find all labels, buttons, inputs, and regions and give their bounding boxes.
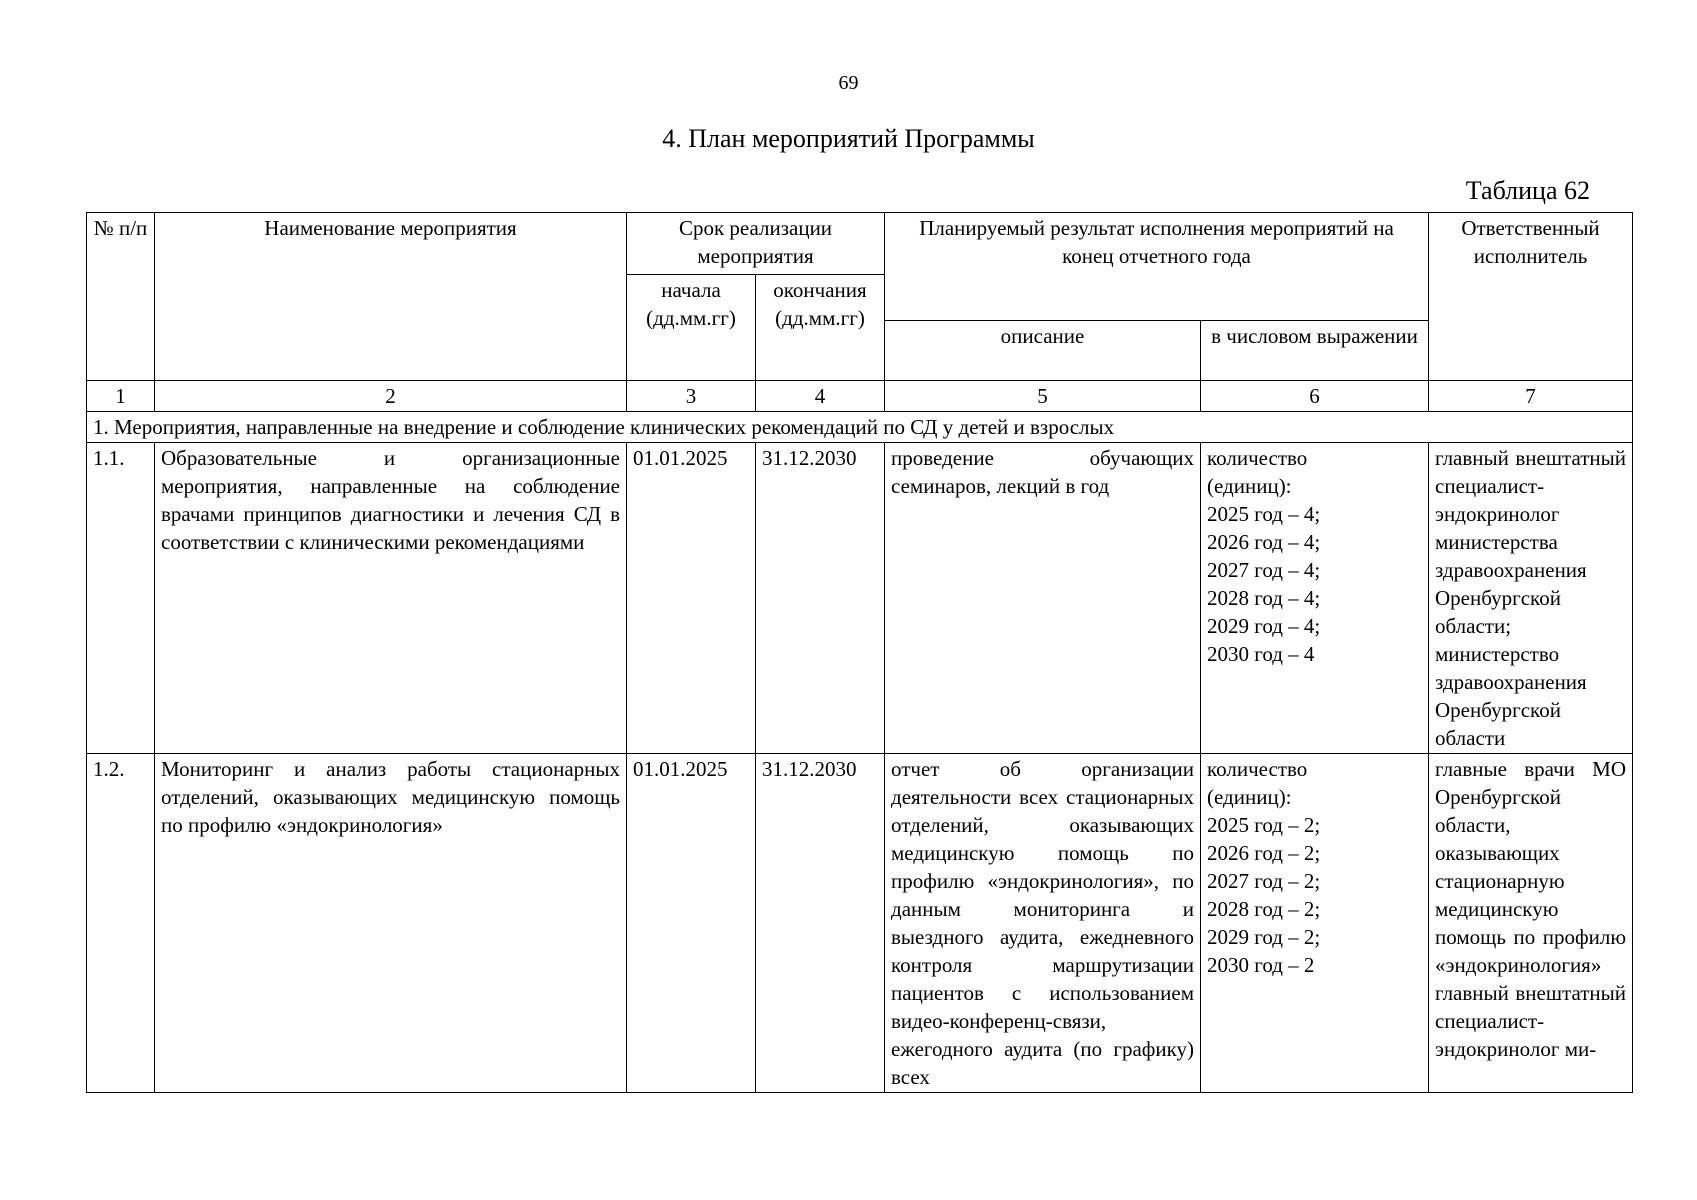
header-description: описание [885,321,1201,381]
column-number: 2 [155,381,627,412]
header-period: Срок реализации мероприятия [627,213,885,275]
section-heading: 1. Мероприятия, направленные на внедрение и соблюдение клинических рекомендаций по СД у детей и взрослых [87,412,1633,443]
end-date: 31.12.2030 [756,754,885,1093]
header-name: Наименование мероприятия [155,213,627,381]
header-numeric: в числовом выражении [1201,321,1429,381]
column-number: 3 [627,381,756,412]
start-date: 01.01.2025 [627,443,756,754]
document-title: 4. План мероприятий Программы [662,124,1035,153]
start-date: 01.01.2025 [627,754,756,1093]
column-number: 7 [1429,381,1633,412]
row-number: 1.2. [87,754,155,1093]
result-numeric: количество (единиц): 2025 год – 2; 2026 год – 2; 2027 год – 2; 2028 год – 2; 2029 год – 2; 2030 год – 2 [1201,754,1429,1093]
header-result: Планируемый результат исполнения мероприятий на конец отчетного года [885,213,1429,321]
column-number: 4 [756,381,885,412]
result-description: проведение обучающих семинаров, лекций в год [885,443,1201,754]
responsible-executor: главные врачи МО Оренбургской области, оказывающих стационарную медицинскую помощь по профилю «эндокринология» главный внештатный специалист-эндокринолог ми- [1429,754,1633,1093]
header-num: № п/п [87,213,155,381]
table-caption: Таблица 62 [1465,176,1590,205]
plan-table [86,212,1633,1093]
header-start: начала (дд.мм.гг) [627,275,756,381]
end-date: 31.12.2030 [756,443,885,754]
column-number: 1 [87,381,155,412]
row-number: 1.1. [87,443,155,754]
result-description: отчет об организации деятельности всех стационарных отделений, оказывающих медицинскую помощь по профилю «эндокринология», по данным мониторинга и выездного аудита, ежедневного контроля маршрутизации пациентов с использованием видео-конференц-связи, ежегодного аудита (по графику) всех [885,754,1201,1093]
header-responsible: Ответственный исполнитель [1429,213,1633,381]
header-end: окончания (дд.мм.гг) [756,275,885,381]
table-row [87,754,1633,1093]
page-number: 69 [838,72,859,94]
activity-name: Мониторинг и анализ работы стационарных отделений, оказывающих медицинскую помощь по профилю «эндокринология» [155,754,627,1093]
column-number: 5 [885,381,1201,412]
activity-name: Образовательные и организационные мероприятия, направленные на соблюдение врачами принципов диагностики и лечения СД в соответствии с клиническими рекомендациями [155,443,627,754]
responsible-executor: главный внештатный специалист-эндокринолог министерства здравоохранения Оренбургской области; министерство здравоохранения Оренбургской области [1429,443,1633,754]
table-row [87,443,1633,754]
column-number: 6 [1201,381,1429,412]
result-numeric: количество (единиц): 2025 год – 4; 2026 год – 4; 2027 год – 4; 2028 год – 4; 2029 год – 4; 2030 год – 4 [1201,443,1429,754]
